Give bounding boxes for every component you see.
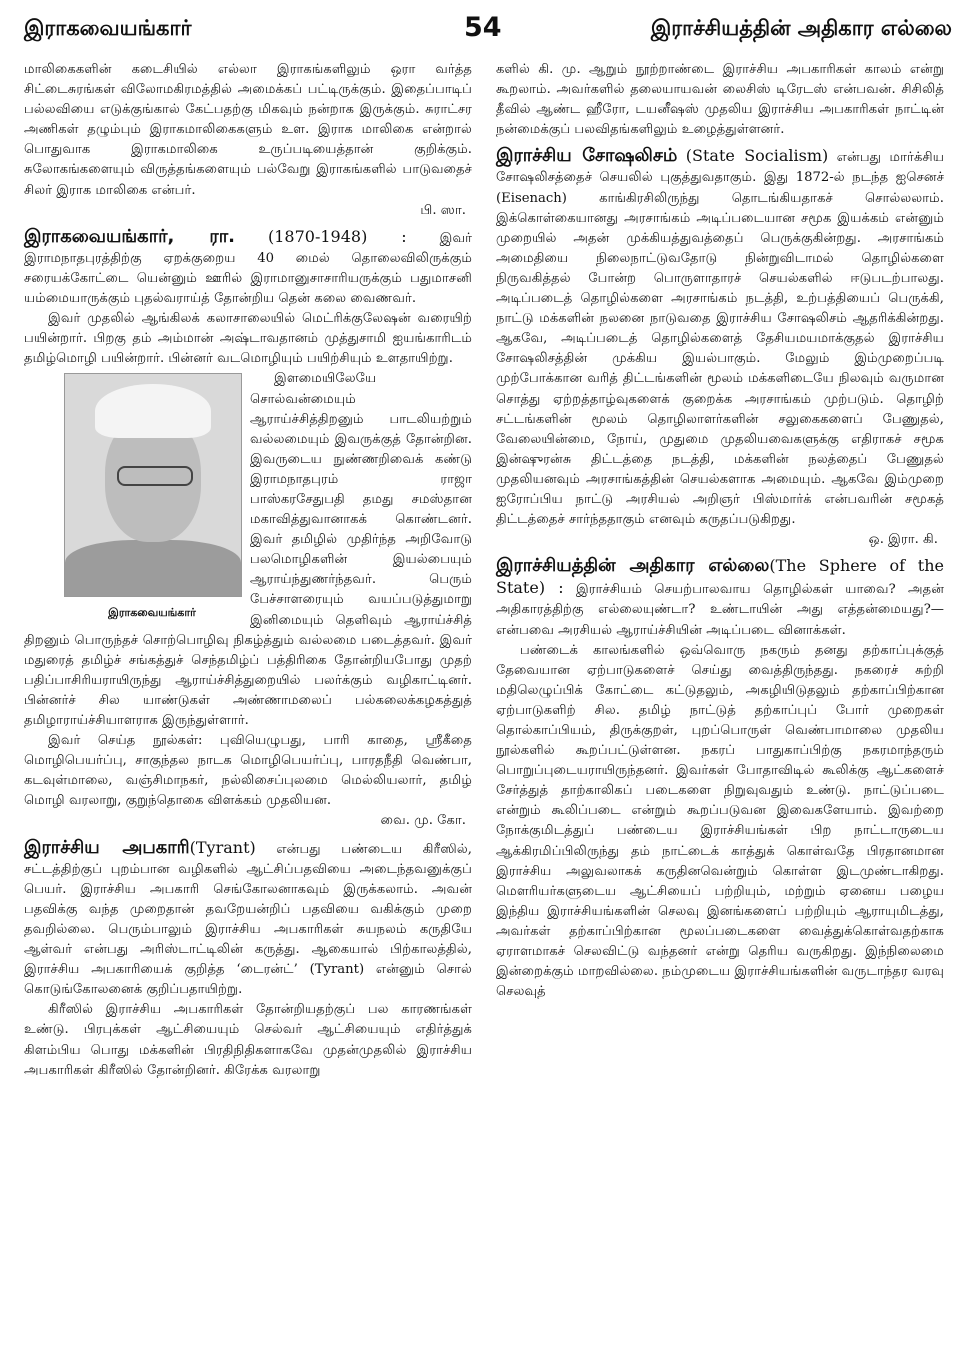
entry-raghava-iyengar	[24, 227, 472, 309]
author-signature: பி. ஸா.	[420, 202, 466, 218]
page-header	[24, 12, 952, 48]
entry-text: என்பது பண்டைய கிரீஸில், சட்டத்திற்குப் புறம்பான வழிகளில் ஆட்சிப்பதவியை அடைந்தவனுக்குப் பெயர். இராச்சிய அபகாரி செங்கோலனாகவும் இருக்கலாம். அவன் பதவிக்கு வந்த முறைதான் தவறேயன்றிப் பதவியை வகிக்கும் முறை தவறில்லை. பெரும்பாலும் இராச்சிய அபகாரிகள் சுயநலம் கருதியே ஆள்வர் என்பது அரிஸ்டாட்டிலின் கருத்து. ஆகையால் பிற்காலத்தில், இராச்சிய அபகாரியைக் குறித்த ‘டைரன்ட்’ (Tyrant) என்னும் சொல் கொடுங்கோலனைக் குறிப்பதாயிற்று.	[24, 841, 472, 998]
entry-heading: இராகவையங்கார், ரா.	[24, 225, 235, 247]
running-head-right: இராச்சியத்தின் அதிகார எல்லை	[650, 16, 952, 40]
paragraph-works: இவர் செய்த நூல்கள்: புவியெழுபது, பாரி காதை, ஸ்ரீகீதை மொழிபெயர்ப்பு, சாகுந்தல நாடக மொழிபெயர்ப்பு, பாரதநீதி வெண்பா, கடவுள்மாலை, வஞ்சிமாநகர், நல்லிசைப்புலமை மெல்லியலார், தமிழ் மொழி வரலாறு, குறுந்தொகை விளக்கம் முதலியன.	[24, 733, 472, 809]
paragraph-ancient-defence: பண்டைக் காலங்களில் ஒவ்வொரு நகரும் தனது தற்காப்புக்குத் தேவையான ஏற்பாடுகளைச் செய்து வைத்திருந்தது. நகரைச் சுற்றி மதிலெழுப்பிக் கோட்டை கட்டுதலும், அகழியிடுதலும் தற்காப்பிற்கான ஏற்பாடுகளிற் சில. தமிழ் நாட்டுத் தற்காப்புப் போர் முறைகள் தொல்காப்பியம், திருக்குறள், புறப்பொருள் வெண்பாமாலை முதலிய நூல்களில் கூறப்பட்டுள்ளன. நகரப் பாதுகாப்பிற்கு நகரமாந்தரும் பொறுப்புடையராயிருந்தனர். இவர்கள் போதாவிடில் கூலிக்கு ஆட்களைச் சேர்த்துத் தாற்காலிகப் படைகளை நிறுவுவதும் உண்டு. நாட்டுப்படை என்றும் கூலிப்படை என்றும் கூறப்படுவன இவைகளேயாம். இவற்றை நோக்குமிடத்துப் பண்டைய இராச்சியங்கள் பிற நாட்டாருடைய ஆக்கிரமிப்பிலிருந்து தம் நாட்டைக் காத்துக் கொள்வதே பிரதானமான இராச்சிய அலுவலாகக் கருதினவென்றும் கொள்ள இடமுண்டாகிறது. மௌரியர்களுடைய ஆட்சியைப் பற்றியும், மற்றும் ஏனைய பழைய இந்திய இராச்சியங்களின் செலவு இனங்களைப் பற்றியும் ஆராயுமிடத்து, அவர்கள் தற்காப்பிற்கான மூலப்படைகளை வைத்துக்கொள்வதற்காக ஏராளமாகச் செலவிட்டு வந்தனர் என்று தெரிய வருகிறது. இந்நிலைமை இன்றைக்கும் மாறவில்லை. நம்முடைய இராச்சியங்களின் வருடாந்தர வரவு செலவுத்	[496, 642, 944, 1000]
entry-sphere-of-state	[496, 556, 944, 640]
entry-text: இராச்சியம் செயற்பாலவாய தொழில்கள் யாவை? அதன் அதிகாரத்திற்கு எல்லையுண்டா? உண்டாயின் அது எத்தன்மையது?— என்பவை அரசியல் ஆராய்ச்சியின் அடிப்படை வினாக்கள்.	[496, 582, 945, 638]
portrait-caption: இராகவையங்கார்	[108, 606, 196, 620]
left-column	[24, 60, 472, 1081]
entry-text: இவர் இராமநாதபுரத்திற்கு ஏறக்குறைய 40 மைல் தொலைவிலிருக்கும் சரையக்கோட்டை யென்னும் ஊரில் இராமானுசாசாரியருக்கும் பதுமாசனி யம்மையாருக்கும் புதல்வராய்த் தோன்றிய தென் கலை வைணவர்.	[24, 230, 472, 307]
entry-heading: இராச்சிய அபகாரி	[24, 836, 190, 858]
entry-text: என்பது மார்க்சிய சோஷலிசத்தைச் செயலில் புகுத்துவதாகும். இது 1872-ல் நடந்த ஐசெனச் (Eisenach) காங்கிரசிலிருந்து தொடங்கியதாகச் சொல்லலாம். இக்கொள்கையானது அரசாங்கம் அடிப்படையான சமூக இயக்கம் என்னும் முறையில் அதன் முக்கியத்துவத்தைப் பெருக்குகின்றது. அரசாங்கம் அமைதியை நிலைநாட்டுவதோடு நின்றுவிடாமல் தொழில்களை நிருவகித்தல் போன்ற பொருளாதாரச் செயல்களில் ஈடுபடற்பாலது. அடிப்படைத் தொழில்களை அரசாங்கம் நடத்தி, உற்பத்தியைப் பெருக்கி, நாட்டு மக்களின் நலனை நாடுவதை இராச்சிய சோஷலிசம் ஆதரிக்கின்றது. ஆகவே, அடிப்படைத் தொழில்களைத் தேசியமயமாக்குதல் இராச்சிய சோஷலிசத்தின் முக்கிய இயல்பாகும். மேலும் இம்முறைப்படி முற்போக்கான வரித் திட்டங்களின் மூலம் மக்களிடையே நிலவும் வருமான சொத்து ஏற்றத்தாழ்வுகளைக் குறைக்க அரசாங்கம் முற்படும். தொழிற் சட்டங்களின் மூலம் தொழிலாளர்களின் சலுகைகளைப் பேணுதல், வேலையின்மை, நோய், முதுமை முதலியவைகளுக்கு எதிராகச் சமூக இன்ஷுரன்சு திட்டத்தை நடத்தி, மக்களின் நலத்தைப் பேணுதல் முதலியனவும் அரசாங்கத்தின் செயல்களாக அமையும். ஆகவே இம்முறை ஐரோப்பிய நாட்டு அரசியல் அறிஞர் பிஸ்மார்க் என்பவரின் சமூகத் திட்டத்தைச் சார்ந்ததாகும் எனவும் கருதப்படுகிறது.	[496, 150, 945, 528]
paragraph-tyrant-continued: களில் கி. மு. ஆறும் நூற்றாண்டை இராச்சிய அபகாரிகள் காலம் என்று கூறலாம். அவர்களில் தலையாயவன் லைசிஸ் டிரேடஸ் என்பவன். சிசிலித் தீவில் ஆண்ட ஹீரோ, டயனீஷஸ் முதலிய இராச்சிய அபகாரிகள் நாட்டின் நன்மைக்குப் பலவிதங்களிலும் உழைத்துள்ளனர்.	[496, 62, 944, 138]
entry-english-term: (State Socialism)	[685, 146, 829, 166]
portrait-figure	[64, 373, 240, 623]
right-column	[496, 60, 944, 1002]
paragraph-career: இளமையிலேயே சொல்வன்மையும் ஆராய்ச்சித்திறனும் பாடலியற்றும் வல்லமையும் இவருக்குத் தோன்றின. இவருடைய நுண்ணறிவைக் கண்டு இராமநாதபுரம் ராஜா பாஸ்கரசேதுபதி தமது சமஸ்தான மகாவித்துவானாகக் கொண்டனர். இவர் தமிழில் முதிர்ந்த அறிவோடு பலமொழிகளின் இயல்பையும் ஆராய்ந்துணர்ந்தவர். பெரும் பேச்சாளரையும் வயப்படுத்துமாறு இனிமையும் தெளிவும் ஆராய்ச்சித் திறனும் பொருந்தச் சொற்பொழிவு நிகழ்த்தும் வல்லமை படைத்தவர். இவர் மதுரைத் தமிழ்ச் சங்கத்துச் செந்தமிழ்ப் பத்திரிகை தோன்றியபோது முதற் பதிப்பாசிரியராயிருந்து ஆராய்ச்சித்துறையில் பலர்க்கும் வழிகாட்டினர். பின்னர்ச் சில யாண்டுகள் அண்ணாமலைப் பல்கலைக்கழகத்துத் தமிழாராய்ச்சியாளராக இருந்துள்ளார்.	[24, 371, 472, 728]
paragraph-ragamalika: மாலிகைகளின் கடைசியில் எல்லா இராகங்களிலும் ஒரா வர்த்த சிட்டைசுரங்கள் விலோமகிரமத்தில் அமைக்கப் பட்டிருக்கும். இதைப்பாடிப் பல்லவியை எடுக்குங்கால் கேட்பதற்கு மிகவும் நன்றாக இருக்கும். சுராட்சர அணிகள் தழும்பும் இராகமாலிகைகளும் உள. இராக மாலிகை என்றால் பொதுவாக இராகமாலிகை உருப்படியைத்தான் குறிக்கும். சுலோகங்களையும் விருத்தங்களையும் பல்வேறு இராகங்களில் பாடுவதைச் சிலர் இராக மாலிகை என்பர்.	[24, 62, 472, 198]
entry-english-term: (The Sphere of the State) :	[496, 556, 944, 598]
paragraph-tyrant-origin: கிரீஸில் இராச்சிய அபகாரிகள் தோன்றியதற்குப் பல காரணங்கள் உண்டு. பிரபுக்கள் ஆட்சியையும் செல்வர் ஆட்சியையும் எதிர்த்துக் கிளம்பிய பொது மக்களின் பிரதிநிதிகளாகவே முதன்முதலில் இராச்சிய அபகாரிகள் கிரீஸில் தோன்றினர். கிரேக்க வரலாறு	[24, 1002, 472, 1078]
entry-english-term: (Tyrant)	[189, 837, 256, 857]
entry-dates: (1870-1948) :	[268, 226, 407, 246]
portrait-photo	[64, 373, 242, 597]
entry-tyrant	[24, 838, 472, 1001]
entry-state-socialism	[496, 146, 944, 530]
author-signature: ஒ. இரா. கி.	[868, 532, 938, 548]
paragraph-education: இவர் முதலில் ஆங்கிலக் கலாசாலையில் மெட்ரிக்குலேஷன் வரையிற் பயின்றார். பிறகு தம் அம்மான் அஷ்டாவதானம் முத்துசாமி ஐயங்காரிடம் தமிழ்மொழி பயின்றார். பின்னர் வடமொழியும் பயிற்சியும் உளதாயிற்று.	[24, 311, 472, 367]
entry-heading: இராச்சியத்தின் அதிகார எல்லை	[496, 555, 770, 577]
author-signature: வை. மு. கோ.	[380, 813, 466, 829]
running-head-left: இராகவையங்கார்	[24, 16, 192, 40]
entry-heading: இராச்சிய சோஷலிசம்	[496, 145, 678, 167]
page-number: 54	[464, 12, 502, 43]
